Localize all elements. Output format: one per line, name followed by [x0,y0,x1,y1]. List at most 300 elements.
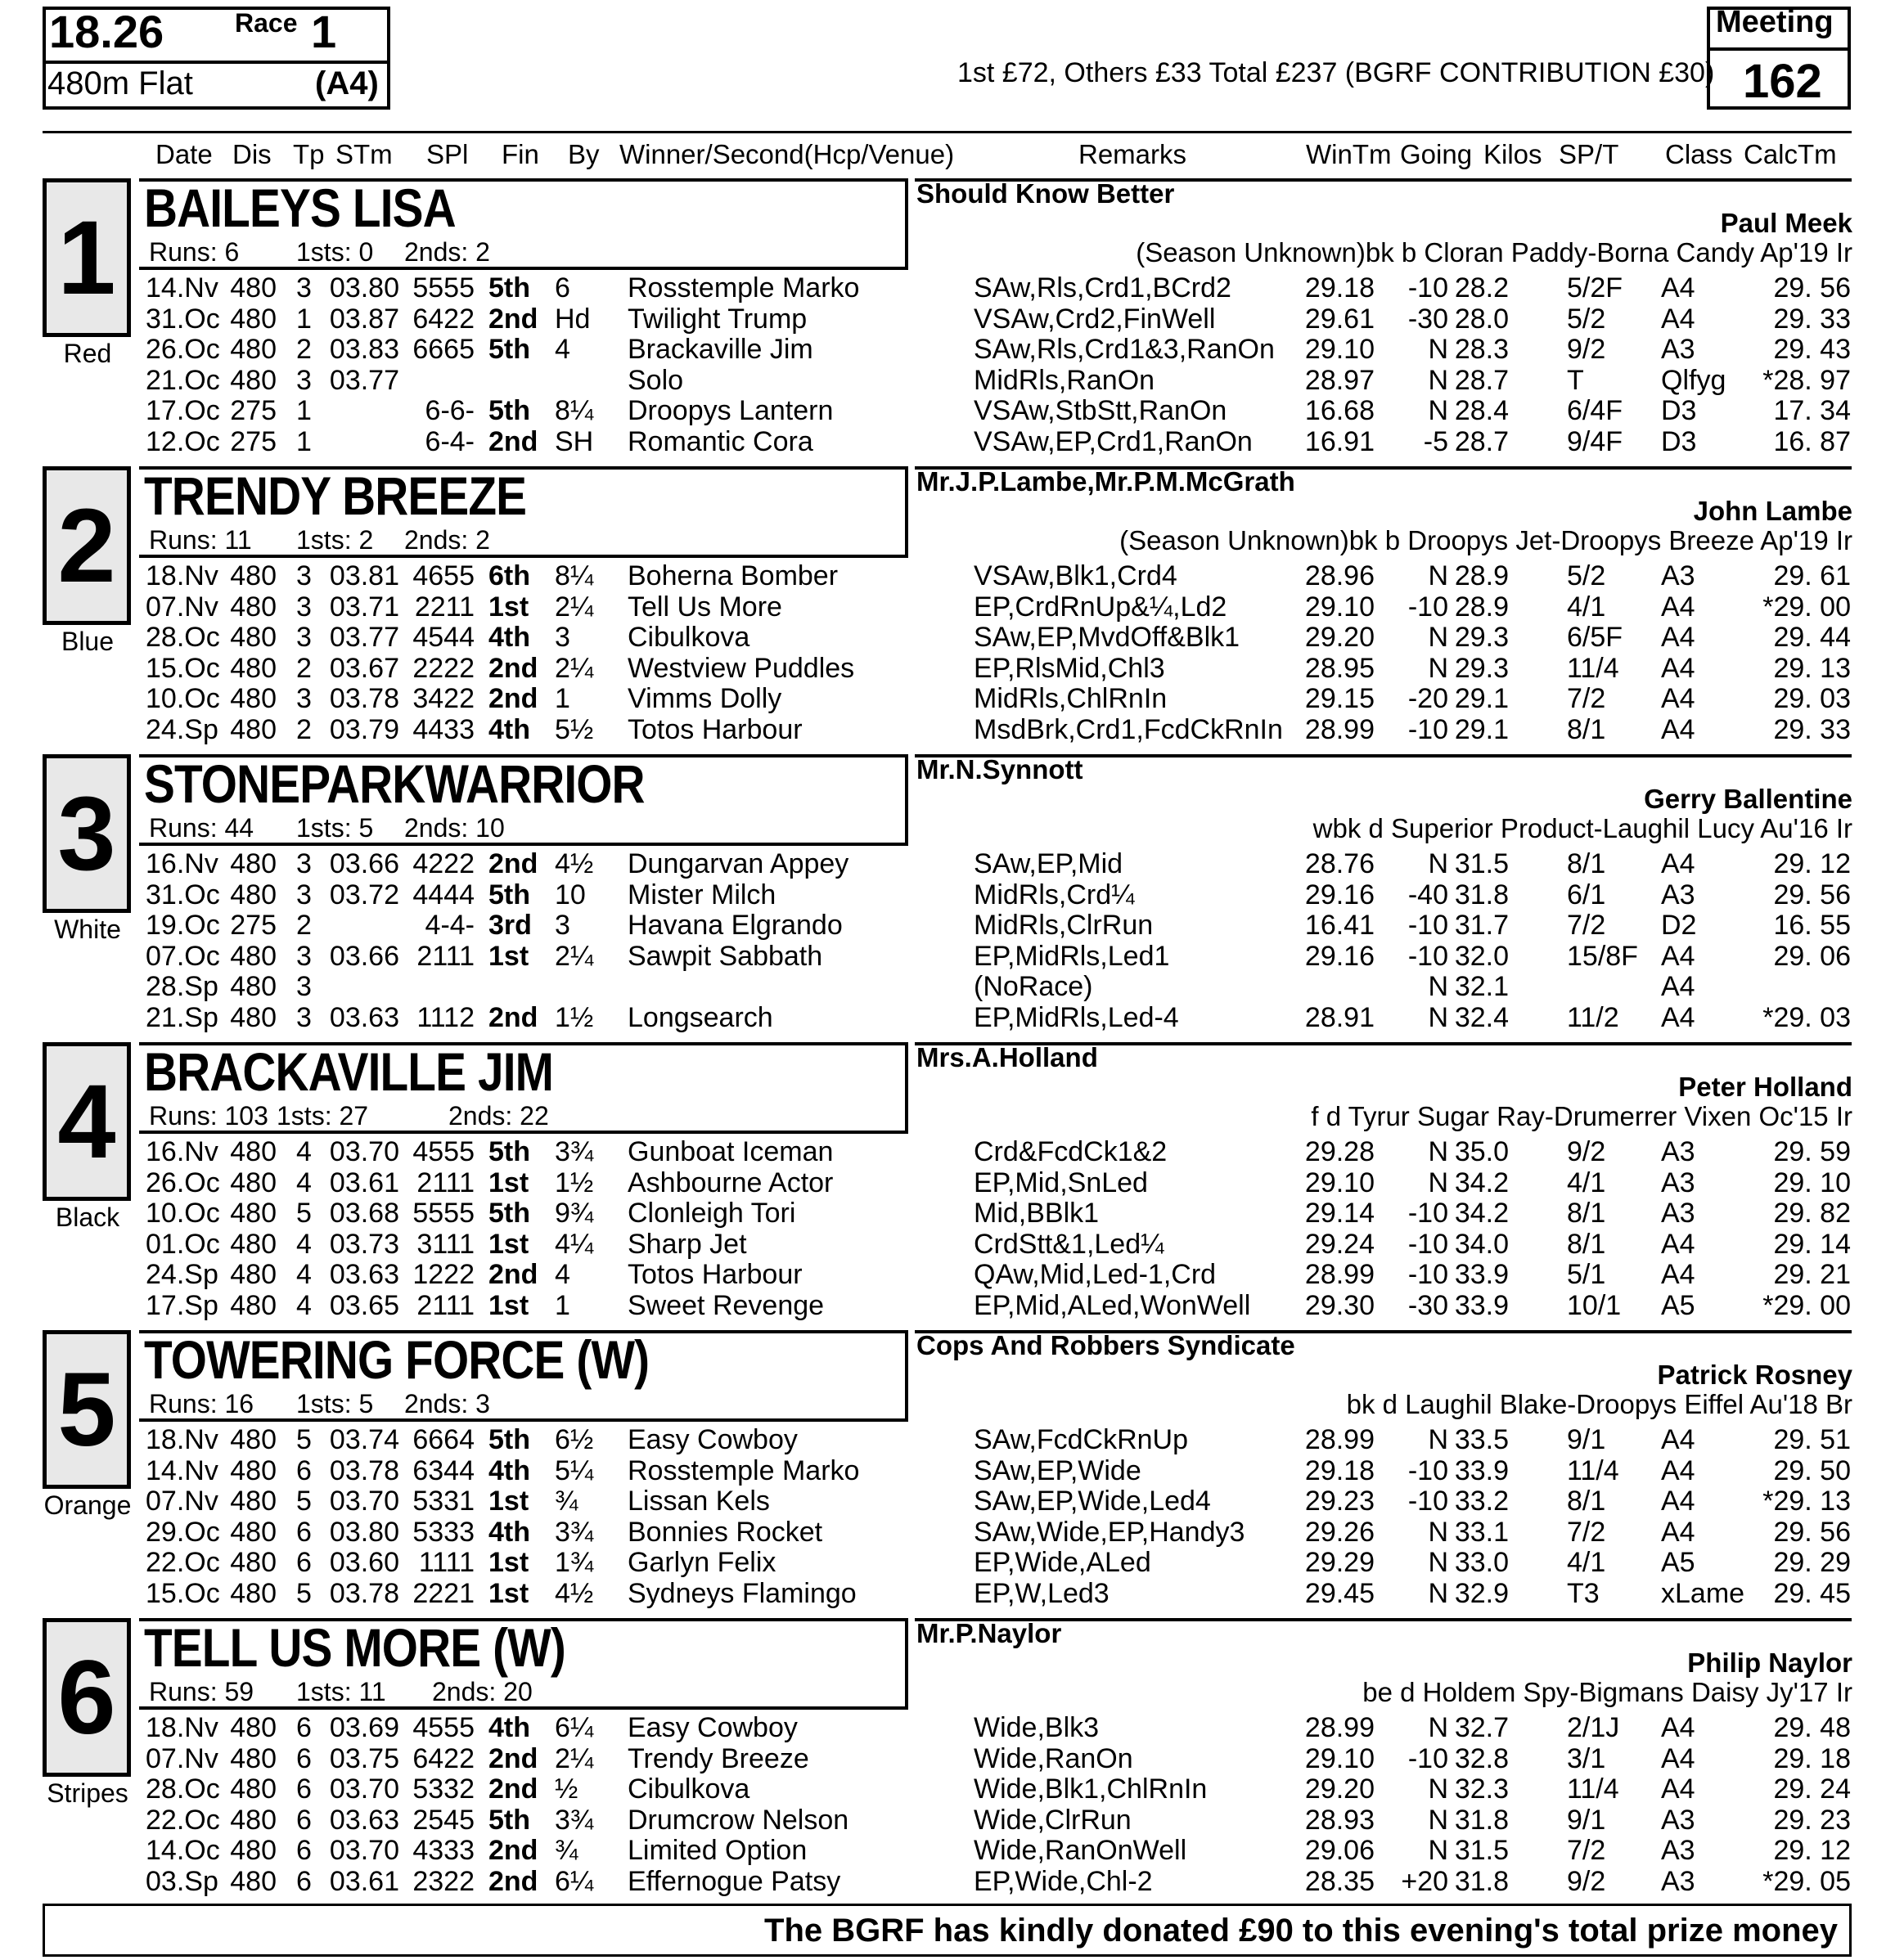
form-date: 16.Nv [146,848,218,879]
form-winner: Romantic Cora [628,426,813,457]
meeting-number: 162 [1743,55,1822,108]
form-class: A3 [1661,1866,1695,1897]
form-date: 18.Nv [146,1424,218,1455]
footer-note: The BGRF has kindly donated £90 to this evening's total prize money [764,1913,1838,1949]
form-fin: 5th [488,1804,530,1836]
form-kilos: 28.2 [1454,272,1509,303]
form-by: 4 [555,1259,570,1291]
form-going: N [1428,1578,1448,1609]
runs-count: Runs: 44 [149,813,254,843]
form-dis: 480 [230,714,277,745]
form-spt: 8/1 [1567,1228,1606,1260]
form-remarks: SAw,EP,Wide [974,1454,1141,1486]
form-tp: 1 [296,426,312,457]
form-stm: 03.70 [329,1773,399,1805]
form-class: A3 [1661,560,1695,591]
form-class: A4 [1661,272,1695,303]
form-wintm: 29.10 [1304,591,1375,623]
form-wintm: 29.18 [1304,272,1375,303]
form-wintm: 28.97 [1304,364,1375,396]
form-fin: 2nd [488,303,538,335]
form-wintm: 28.99 [1304,1259,1375,1291]
form-stm: 03.79 [329,714,399,745]
form-winner: Effernogue Patsy [628,1866,841,1897]
form-winner: Totos Harbour [628,1259,803,1291]
form-wintm: 28.95 [1304,652,1375,684]
form-tp: 6 [296,1454,312,1486]
form-winner: Sydneys Flamingo [628,1578,857,1609]
form-row [0,622,1904,653]
form-going: N [1428,1773,1448,1805]
footer-box [43,1904,1852,1957]
breeding: wbk d Superior Product-Laughil Lucy Au'16 Ir [1312,813,1852,843]
form-class: A4 [1661,1486,1695,1517]
race-header-divider [43,61,390,64]
form-wintm: 28.99 [1304,714,1375,745]
form-dis: 480 [230,1516,277,1548]
form-calctm: 29. 33 [1773,714,1851,745]
form-date: 24.Sp [146,1259,218,1291]
form-wintm: 29.29 [1304,1547,1375,1579]
form-by: 6 [555,272,570,303]
form-calctm: 29. 12 [1773,1835,1851,1867]
form-by: ¾ [555,1486,578,1517]
form-going: N [1428,1804,1448,1836]
form-dis: 480 [230,1547,277,1579]
form-spl: 6422 [412,1742,475,1774]
form-date: 22.Oc [146,1547,220,1579]
form-remarks: SAw,EP,MvdOff&Blk1 [974,622,1240,654]
form-wintm: 29.61 [1304,303,1375,335]
form-stm: 03.78 [329,1578,399,1609]
form-tp: 6 [296,1742,312,1774]
form-date: 14.Oc [146,1835,220,1867]
form-calctm: 29. 21 [1773,1259,1851,1291]
form-wintm: 29.26 [1304,1516,1375,1548]
form-by: 2¼ [555,940,594,972]
form-wintm: 28.93 [1304,1804,1375,1836]
form-going: -30 [1407,1290,1448,1321]
form-dis: 480 [230,1228,277,1260]
trap-number: 4 [43,1042,131,1201]
form-stm: 03.72 [329,879,399,910]
form-dis: 480 [230,591,277,623]
form-date: 01.Oc [146,1228,220,1260]
form-spt: 15/8F [1567,940,1638,972]
trainer-name: Philip Naylor [1687,1648,1852,1678]
form-stm: 03.71 [329,591,399,623]
form-class: A4 [1661,714,1695,745]
form-spl: 6344 [412,1454,475,1486]
form-kilos: 33.5 [1454,1424,1509,1455]
form-dis: 480 [230,1198,277,1229]
form-fin: 1st [488,940,529,972]
form-spt: 9/2 [1567,1866,1606,1897]
form-wintm: 29.45 [1304,1578,1375,1609]
form-calctm: *28. 97 [1762,364,1851,396]
form-by: 4½ [555,1578,594,1609]
form-going: N [1428,560,1448,591]
form-calctm: 29. 61 [1773,560,1851,591]
form-row [0,1290,1904,1321]
form-wintm: 29.15 [1304,683,1375,715]
form-class: A4 [1661,1712,1695,1743]
form-calctm: *29. 13 [1762,1486,1851,1517]
form-fin: 3rd [488,910,532,942]
form-row [0,1136,1904,1167]
form-fin: 1st [488,1228,529,1260]
form-spl: 6665 [412,334,475,366]
form-by: 3¾ [555,1136,594,1167]
form-date: 28.Oc [146,1773,220,1805]
form-stm: 03.80 [329,272,399,303]
form-going: N [1428,971,1448,1003]
form-remarks: SAw,EP,Wide,Led4 [974,1486,1211,1517]
form-remarks: VSAw,Blk1,Crd4 [974,560,1177,591]
form-dis: 480 [230,1002,277,1033]
col-stm: STm [335,139,393,169]
form-class: A4 [1661,622,1695,654]
form-calctm: *29. 03 [1762,1002,1851,1033]
form-by: 6½ [555,1424,594,1455]
form-fin: 1st [488,1167,529,1198]
form-spt: 4/1 [1567,1547,1606,1579]
form-going: -10 [1407,1486,1448,1517]
form-class: A4 [1661,940,1695,972]
form-wintm: 28.76 [1304,848,1375,879]
form-remarks: SAw,Wide,EP,Handy3 [974,1516,1245,1548]
form-remarks: EP,MidRls,Led-4 [974,1002,1179,1033]
form-row [0,1743,1904,1774]
form-class: D2 [1661,910,1697,942]
form-remarks: SAw,FcdCkRnUp [974,1424,1189,1455]
form-by: 6¼ [555,1866,594,1897]
firsts-count: 1sts: 2 [296,525,374,555]
form-date: 10.Oc [146,683,220,715]
firsts-count: 1sts: 5 [296,813,374,843]
form-row [0,1229,1904,1260]
form-fin: 1st [488,591,529,623]
form-date: 26.Oc [146,1167,220,1198]
form-calctm: 29. 56 [1773,879,1851,910]
form-row [0,683,1904,714]
form-winner: Twilight Trump [628,303,808,335]
form-wintm: 28.35 [1304,1866,1375,1897]
form-fin: 1st [488,1547,529,1579]
form-date: 07.Nv [146,1742,218,1774]
form-calctm: 29. 18 [1773,1742,1851,1774]
form-kilos: 28.7 [1454,364,1509,396]
form-date: 28.Oc [146,622,220,654]
owner-name: Mr.N.Synnott [916,754,1083,784]
form-wintm: 29.30 [1304,1290,1375,1321]
form-calctm: *29. 00 [1762,591,1851,623]
form-fin: 5th [488,1136,530,1167]
form-kilos: 31.8 [1454,879,1509,910]
form-kilos: 34.2 [1454,1198,1509,1229]
form-kilos: 31.8 [1454,1866,1509,1897]
form-spt: 11/2 [1567,1002,1619,1033]
form-spt: 6/1 [1567,879,1606,910]
runs-count: Runs: 59 [149,1677,254,1706]
form-remarks: SAw,Rls,Crd1,BCrd2 [974,272,1231,303]
form-class: A4 [1661,1516,1695,1548]
trap-number: 5 [43,1330,131,1489]
form-spt: 9/2 [1567,1136,1606,1167]
form-wintm: 29.20 [1304,622,1375,654]
form-stm: 03.78 [329,1454,399,1486]
form-spt: 8/1 [1567,1486,1606,1517]
form-dis: 480 [230,1804,277,1836]
firsts-count: 1sts: 0 [296,237,374,267]
form-class: A4 [1661,683,1695,715]
form-remarks: Wide,ClrRun [974,1804,1132,1836]
seconds-count: 2nds: 10 [404,813,505,843]
form-fin: 1st [488,1486,529,1517]
trainer-name: Paul Meek [1720,208,1852,238]
form-by: 2¼ [555,591,594,623]
form-tp: 3 [296,272,312,303]
form-row [0,879,1904,910]
trainer-name: John Lambe [1693,496,1852,526]
form-class: A3 [1661,1835,1695,1867]
form-remarks: EP,RlsMid,Chl3 [974,652,1165,684]
form-row [0,365,1904,396]
form-calctm: 17. 34 [1773,395,1851,427]
form-stm: 03.83 [329,334,399,366]
dog-name: BAILEYS LISA [144,178,456,238]
form-spt: 2/1J [1567,1712,1620,1743]
form-dis: 275 [230,910,277,942]
form-going: -10 [1407,1228,1448,1260]
form-dis: 480 [230,1167,277,1198]
form-spl: 6-6- [425,395,475,427]
form-wintm: 16.68 [1304,395,1375,427]
form-calctm: 29. 43 [1773,334,1851,366]
form-spl: 3111 [416,1228,475,1260]
form-kilos: 33.9 [1454,1259,1509,1291]
form-tp: 5 [296,1486,312,1517]
form-stm: 03.74 [329,1424,399,1455]
trainer-name: Gerry Ballentine [1644,784,1852,814]
form-tp: 4 [296,1167,312,1198]
form-fin: 5th [488,395,530,427]
col-class: Class [1665,139,1733,169]
form-fin: 6th [488,560,530,591]
form-spt: 5/1 [1567,1259,1606,1291]
form-winner: Cibulkova [628,1773,750,1805]
form-spt: 7/2 [1567,683,1606,715]
form-remarks: MidRls,RanOn [974,364,1155,396]
form-winner: Easy Cowboy [628,1424,798,1455]
form-dis: 480 [230,272,277,303]
form-class: xLame [1661,1578,1745,1609]
form-wintm: 29.20 [1304,1773,1375,1805]
seconds-count: 2nds: 20 [432,1677,533,1706]
form-row [0,1805,1904,1836]
dog-name: BRACKAVILLE JIM [144,1041,554,1102]
runs-count: Runs: 11 [149,525,252,555]
form-going: -30 [1407,303,1448,335]
form-kilos: 34.0 [1454,1228,1509,1260]
form-date: 10.Oc [146,1198,220,1229]
form-row [0,303,1904,335]
form-class: A3 [1661,1804,1695,1836]
form-spl: 5331 [412,1486,475,1517]
form-remarks: Wide,Blk3 [974,1712,1100,1743]
form-tp: 6 [296,1773,312,1805]
form-going: N [1428,1835,1448,1867]
form-remarks: VSAw,Crd2,FinWell [974,303,1216,335]
form-remarks: QAw,Mid,Led-1,Crd [974,1259,1217,1291]
prize-money: 1st £72, Others £33 Total £237 (BGRF CONTRIBUTION £30) [957,57,1715,88]
form-calctm: *29. 00 [1762,1290,1851,1321]
form-fin: 5th [488,334,530,366]
form-class: A4 [1661,1424,1695,1455]
form-tp: 1 [296,303,312,335]
form-fin: 5th [488,879,530,910]
form-remarks: (NoRace) [974,971,1093,1003]
owner-name: Mr.P.Naylor [916,1618,1062,1648]
form-tp: 4 [296,1228,312,1260]
form-spt: 3/1 [1567,1742,1606,1774]
form-spl: 4433 [412,714,475,745]
form-date: 12.Oc [146,426,220,457]
form-remarks: Crd&FcdCk1&2 [974,1136,1168,1167]
form-dis: 480 [230,652,277,684]
form-class: A3 [1661,879,1695,910]
trap-colour: Orange [43,1490,132,1520]
form-row [0,1835,1904,1866]
owner-name: Should Know Better [916,178,1175,209]
form-date: 07.Nv [146,591,218,623]
form-tp: 2 [296,652,312,684]
form-row [0,1866,1904,1897]
form-spt: T3 [1567,1578,1600,1609]
form-tp: 3 [296,622,312,654]
form-spl: 2211 [414,591,475,623]
form-class: Qlfyg [1661,364,1726,396]
form-spl: 5333 [412,1516,475,1548]
form-dis: 480 [230,1454,277,1486]
form-stm: 03.63 [329,1259,399,1291]
form-kilos: 28.4 [1454,395,1509,427]
form-date: 26.Oc [146,334,220,366]
form-winner: Rosstemple Marko [628,272,860,303]
form-tp: 3 [296,364,312,396]
seconds-count: 2nds: 2 [404,237,490,267]
form-kilos: 31.8 [1454,1804,1509,1836]
dog-name: STONEPARKWARRIOR [144,753,645,814]
form-dis: 275 [230,395,277,427]
form-spt: 11/4 [1567,1773,1619,1805]
form-stm: 03.78 [329,683,399,715]
form-row [0,1167,1904,1198]
form-spt: 8/1 [1567,848,1606,879]
form-calctm: 29. 56 [1773,1516,1851,1548]
form-fin: 2nd [488,426,538,457]
form-winner: Cibulkova [628,622,750,654]
form-kilos: 28.9 [1454,560,1509,591]
race-grade: (A4) [315,65,379,101]
form-wintm: 29.06 [1304,1835,1375,1867]
form-spl: 2222 [412,652,475,684]
form-spl: 1111 [418,1547,475,1579]
form-spt: 6/4F [1567,395,1623,427]
form-spl: 4333 [412,1835,475,1867]
col-remarks: Remarks [1078,139,1187,169]
form-calctm: 29. 24 [1773,1773,1851,1805]
form-by: 6¼ [555,1712,594,1743]
form-winner: Sharp Jet [628,1228,747,1260]
form-remarks: MidRls,ClrRun [974,910,1154,942]
form-row [0,334,1904,365]
form-dis: 480 [230,1712,277,1743]
form-by: 1 [555,1290,570,1321]
form-stm: 03.87 [329,303,399,335]
form-stm: 03.80 [329,1516,399,1548]
form-stm: 03.75 [329,1742,399,1774]
form-class: A4 [1661,1002,1695,1033]
form-by: Hd [555,303,591,335]
form-spt: 7/2 [1567,910,1606,942]
dog-name: TRENDY BREEZE [144,465,527,526]
form-fin: 4th [488,1712,530,1743]
form-dis: 480 [230,1136,277,1167]
form-winner: Rosstemple Marko [628,1454,860,1486]
form-class: A5 [1661,1290,1695,1321]
form-winner: Drumcrow Nelson [628,1804,849,1836]
form-kilos: 33.1 [1454,1516,1509,1548]
col-kilos: Kilos [1483,139,1542,169]
form-spt: 9/4F [1567,426,1623,457]
seconds-count: 2nds: 2 [404,525,490,555]
form-dis: 480 [230,940,277,972]
form-calctm: 29. 50 [1773,1454,1851,1486]
trap-colour: Blue [61,627,115,656]
form-fin: 2nd [488,1259,538,1291]
form-remarks: EP,Wide,ALed [974,1547,1151,1579]
form-row [0,1578,1904,1609]
form-winner: Vimms Dolly [628,683,782,715]
form-fin: 4th [488,622,530,654]
form-wintm: 29.24 [1304,1228,1375,1260]
form-remarks: EP,Mid,ALed,WonWell [974,1290,1251,1321]
form-calctm: 29. 29 [1773,1547,1851,1579]
form-stm: 03.67 [329,652,399,684]
col-date: Date [155,139,213,169]
form-row [0,1198,1904,1229]
form-row [0,1424,1904,1455]
form-remarks: VSAw,EP,Crd1,RanOn [974,426,1253,457]
form-spl: 5555 [412,1198,475,1229]
form-date: 21.Oc [146,364,220,396]
form-remarks: MsdBrk,Crd1,FcdCkRnIn [974,714,1283,745]
form-remarks: Wide,RanOnWell [974,1835,1187,1867]
form-class: A3 [1661,1167,1695,1198]
form-spl: 6-4- [425,426,475,457]
form-class: A4 [1661,1454,1695,1486]
form-calctm: 29. 56 [1773,272,1851,303]
form-winner: Longsearch [628,1002,773,1033]
form-kilos: 32.3 [1454,1773,1509,1805]
form-spl: 5555 [412,272,475,303]
form-going: -10 [1407,1742,1448,1774]
form-remarks: SAw,Rls,Crd1&3,RanOn [974,334,1275,366]
form-spl: 4-4- [425,910,475,942]
form-spt: 5/2F [1567,272,1623,303]
form-class: A3 [1661,1136,1695,1167]
